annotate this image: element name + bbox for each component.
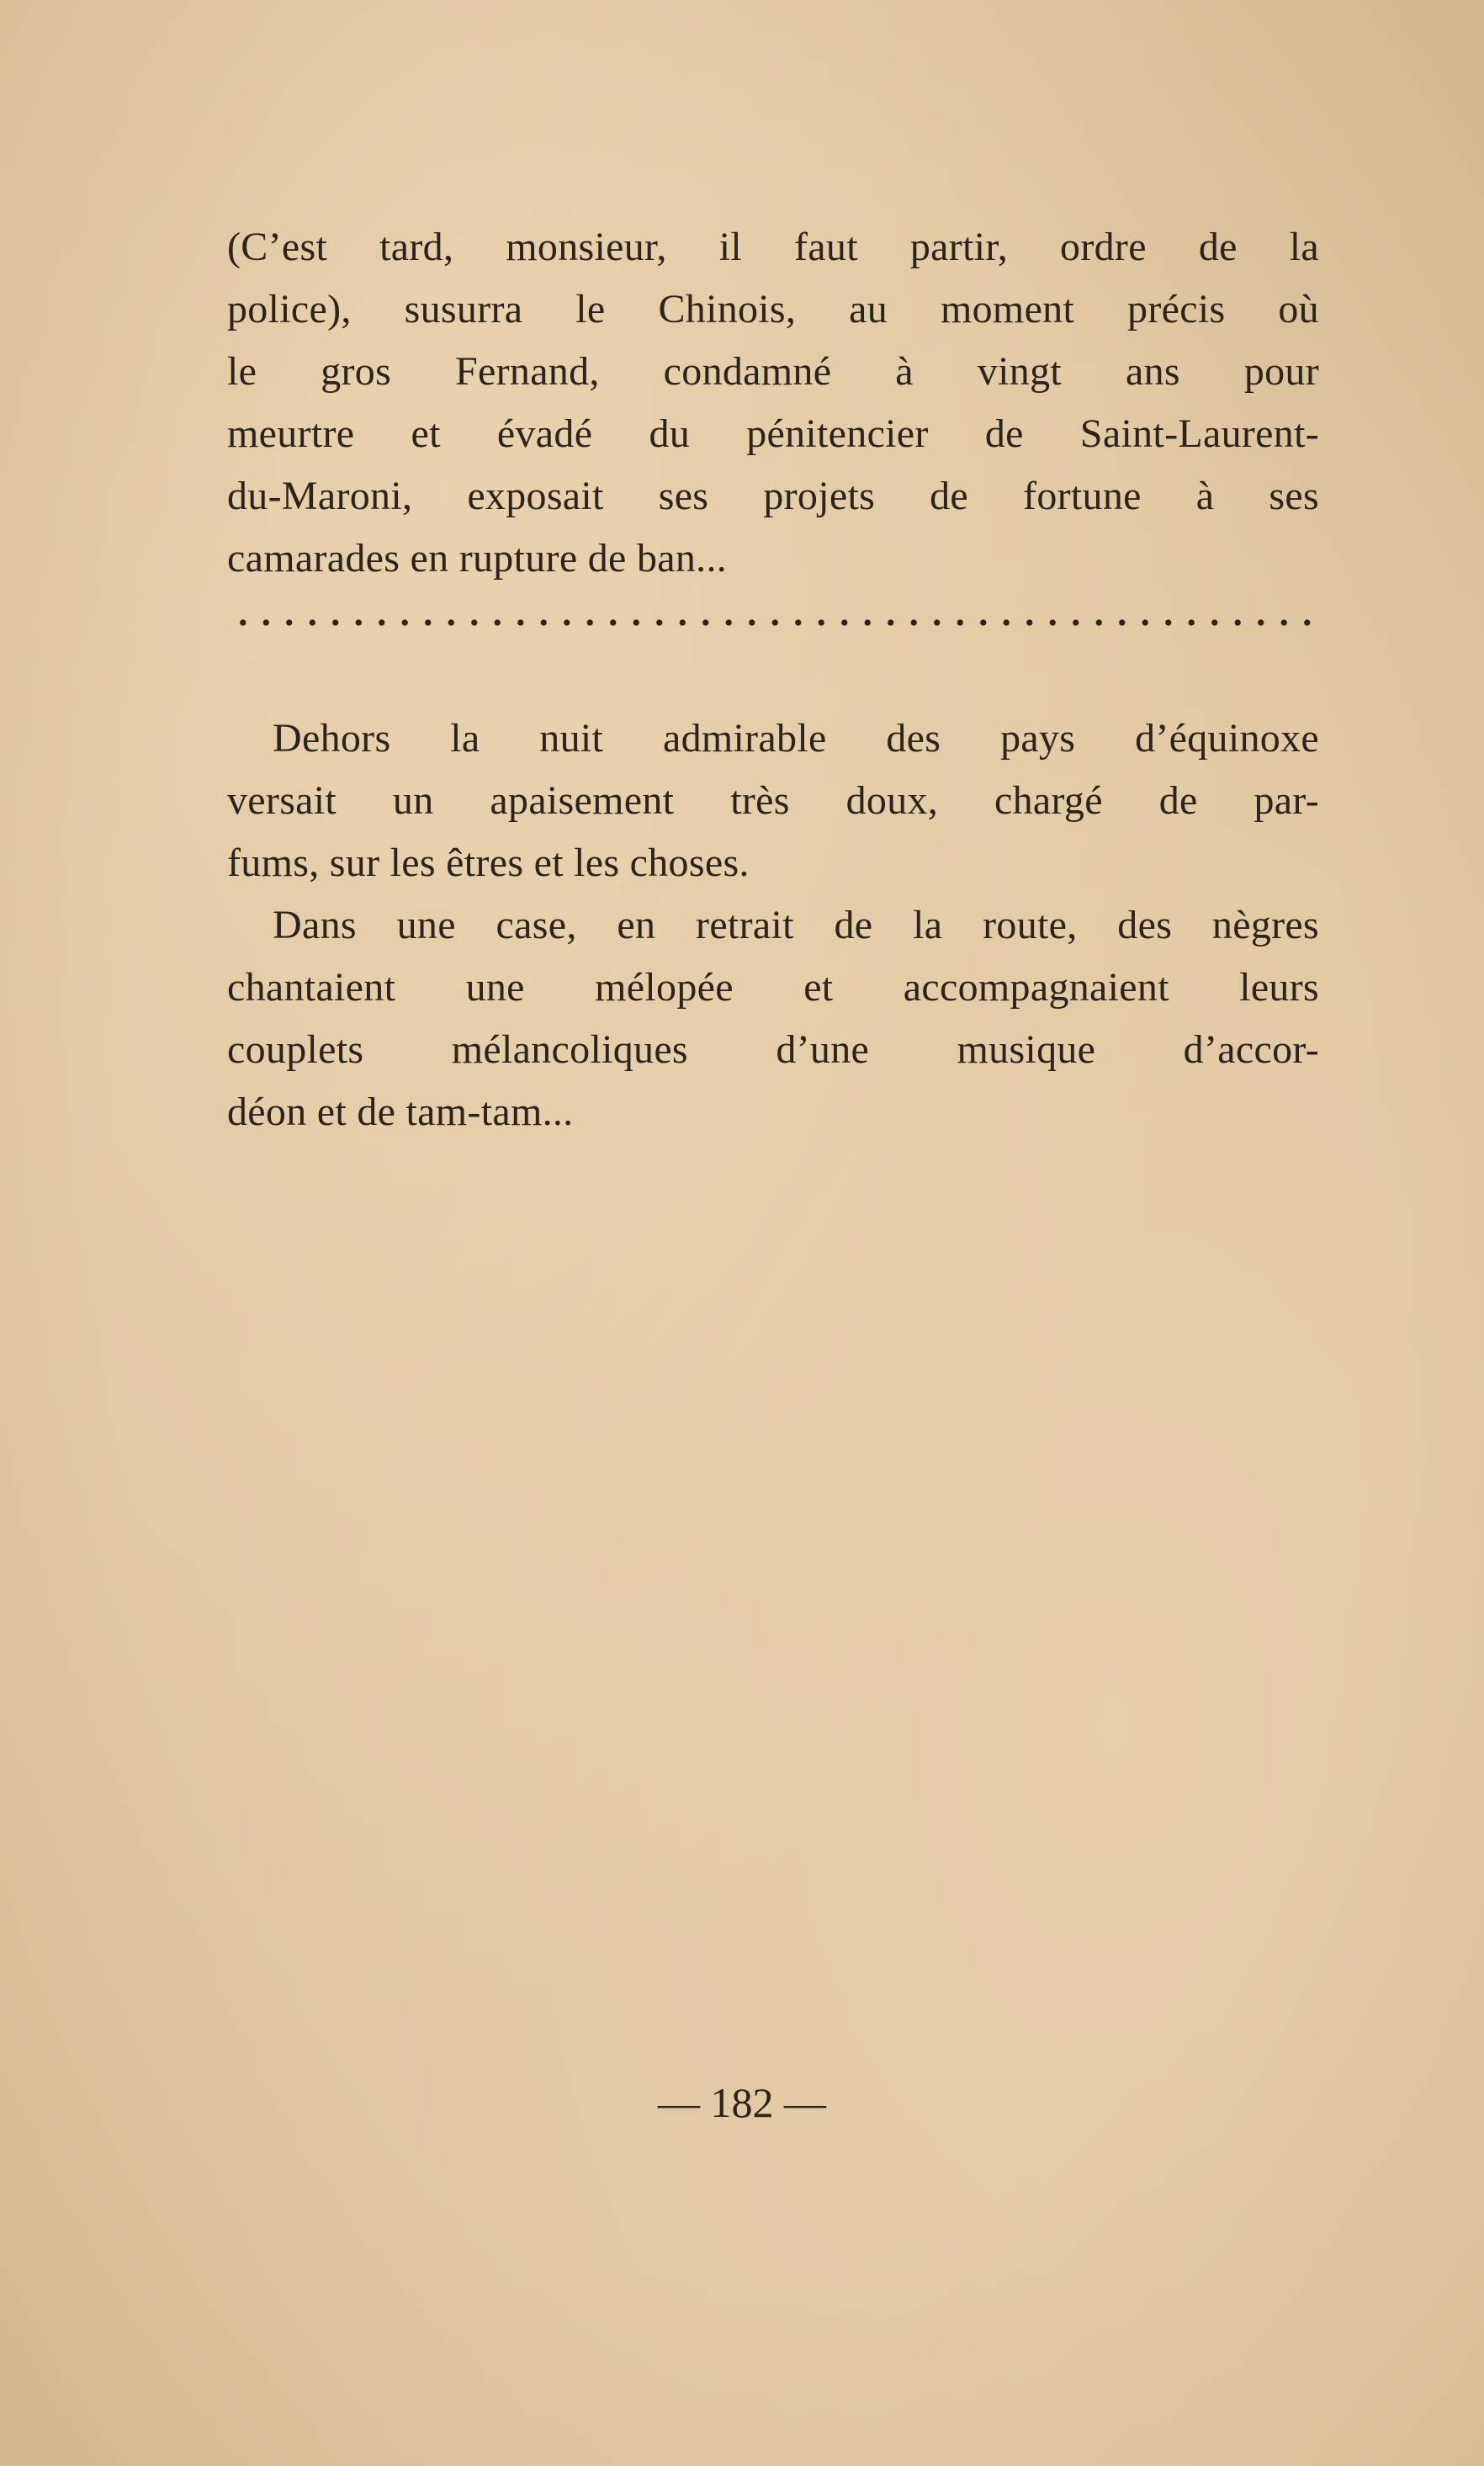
text-line: meurtre et évadé du pénitencier de Saint-Laurent- [227, 411, 1319, 456]
text-line: Dans une case, en retrait de la route, des nègres [273, 903, 1319, 947]
text-line: déon et de tam-tam... [227, 1090, 574, 1134]
text-line: fums, sur les êtres et les choses. [227, 841, 750, 885]
text-line: le gros Fernand, condamné à vingt ans pour [227, 349, 1319, 394]
text-line: couplets mélancoliques d’une musique d’accor- [227, 1027, 1319, 1072]
text-line: (C’est tard, monsieur, il faut partir, ordre de la [227, 225, 1319, 269]
paragraph-police [227, 216, 1319, 590]
text-line: versait un apaisement très doux, chargé de par- [227, 778, 1319, 823]
text-line: du-Maroni, exposait ses projets de fortune à ses [227, 474, 1319, 518]
text-line: camarades en rupture de ban... [227, 536, 728, 581]
text-line: police), susurra le Chinois, au moment précis où [227, 287, 1319, 331]
text-line: Dehors la nuit admirable des pays d’équinoxe [273, 716, 1319, 761]
section-separator-dots [231, 614, 1317, 631]
paragraphs-night [227, 708, 1319, 1143]
text-line: chantaient une mélopée et accompagnaient leurs [227, 965, 1319, 1010]
page-number: — 182 — [658, 2079, 826, 2126]
